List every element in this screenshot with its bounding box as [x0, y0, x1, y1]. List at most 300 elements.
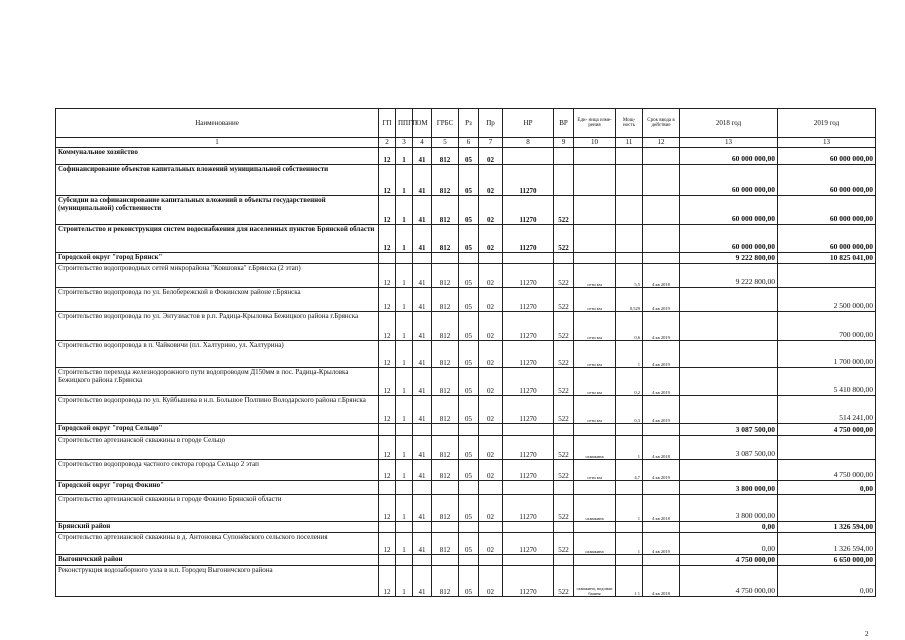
- col-header-name: Наименование: [56, 109, 379, 138]
- col-header-grbs: ГРБС: [432, 109, 459, 138]
- cell-unit: [574, 522, 616, 533]
- table-row: [56, 253, 876, 264]
- column-number: 8: [503, 138, 554, 148]
- cell-gp: 12: [379, 264, 396, 288]
- col-header-ppgp: ППГП: [396, 109, 413, 138]
- cell-capacity: 1: [616, 436, 643, 460]
- cell-rz: 05: [459, 495, 479, 522]
- cell-capacity: 1: [616, 533, 643, 555]
- cell-rz: 05: [459, 196, 479, 225]
- cell-2019: 6 650 000,00: [778, 555, 876, 566]
- col-header-rz: Рз: [459, 109, 479, 138]
- col-header-capacity: Мощ- ность: [616, 109, 643, 138]
- column-number: 4: [413, 138, 432, 148]
- cell-2018: [680, 396, 778, 424]
- cell-2019: 60 000 000,00: [778, 196, 876, 225]
- row-name: Строительство артезианской скважины в городе Сельцо: [56, 436, 379, 460]
- cell-unit: сети км: [574, 312, 616, 341]
- cell-rz: 05: [459, 368, 479, 396]
- cell-2019: 0,00: [778, 481, 876, 495]
- cell-commission-date: [643, 165, 680, 196]
- cell-unit: скважина: [574, 533, 616, 555]
- cell-2018: 0,00: [680, 522, 778, 533]
- cell-commission-date: [643, 225, 680, 253]
- cell-rz: 05: [459, 288, 479, 312]
- cell-gp: 12: [379, 196, 396, 225]
- cell-2018: 60 000 000,00: [680, 148, 778, 165]
- table-row: [56, 566, 876, 597]
- cell-ppgp: [396, 253, 413, 264]
- cell-gp: 12: [379, 341, 396, 368]
- cell-rz: 05: [459, 312, 479, 341]
- row-name: Строительство водопровода частного сектора города Сельцо 2 этап: [56, 460, 379, 481]
- cell-grbs: 812: [432, 148, 459, 165]
- cell-rz: 05: [459, 341, 479, 368]
- cell-2018: 0,00: [680, 533, 778, 555]
- cell-grbs: [432, 253, 459, 264]
- cell-vr: 522: [554, 533, 574, 555]
- cell-pr: 02: [479, 566, 503, 597]
- cell-commission-date: [643, 196, 680, 225]
- cell-2018: 60 000 000,00: [680, 196, 778, 225]
- cell-rz: 05: [459, 460, 479, 481]
- cell-gp: 12: [379, 460, 396, 481]
- cell-ppgp: [396, 424, 413, 436]
- cell-pr: 02: [479, 396, 503, 424]
- cell-vr: [554, 424, 574, 436]
- cell-commission-date: [643, 424, 680, 436]
- cell-vr: 522: [554, 495, 574, 522]
- column-number: 6: [459, 138, 479, 148]
- cell-nr: 11270: [503, 312, 554, 341]
- table-row: [56, 396, 876, 424]
- table-row: [56, 225, 876, 253]
- table-body: [56, 148, 876, 597]
- cell-grbs: 812: [432, 312, 459, 341]
- cell-om: 41: [413, 165, 432, 196]
- cell-om: 41: [413, 196, 432, 225]
- cell-pr: 02: [479, 264, 503, 288]
- table-row: [56, 436, 876, 460]
- column-number: 1: [56, 138, 379, 148]
- cell-2018: [680, 368, 778, 396]
- budget-table: [55, 108, 876, 597]
- cell-vr: 522: [554, 460, 574, 481]
- row-name: Строительство водопровода по ул. Энтузиастов в р.п. Радица-Крыловка Бежицкого района г.Брянска: [56, 312, 379, 341]
- cell-nr: 11270: [503, 165, 554, 196]
- cell-2018: 9 222 800,00: [680, 264, 778, 288]
- cell-gp: [379, 522, 396, 533]
- cell-2019: 0,00: [778, 566, 876, 597]
- cell-om: 41: [413, 312, 432, 341]
- cell-2019: 60 000 000,00: [778, 148, 876, 165]
- column-number: 7: [479, 138, 503, 148]
- table-row: [56, 555, 876, 566]
- cell-unit: [574, 253, 616, 264]
- cell-2019: 60 000 000,00: [778, 225, 876, 253]
- col-header-2018: 2018 год: [680, 109, 778, 138]
- cell-2019: [778, 264, 876, 288]
- cell-commission-date: 4 кв 2018: [643, 495, 680, 522]
- cell-2019: 700 000,00: [778, 312, 876, 341]
- page-number: 2: [865, 630, 869, 638]
- cell-nr: 11270: [503, 396, 554, 424]
- cell-pr: 02: [479, 341, 503, 368]
- cell-unit: скважина, водонап башня: [574, 566, 616, 597]
- row-name: Софинансирование объектов капитальных вложений муниципальной собственности: [56, 165, 379, 196]
- cell-nr: 11270: [503, 495, 554, 522]
- cell-rz: [459, 555, 479, 566]
- cell-ppgp: 1: [396, 341, 413, 368]
- col-header-nr: НР: [503, 109, 554, 138]
- cell-rz: 05: [459, 148, 479, 165]
- table-row: [56, 148, 876, 165]
- header-row: [56, 109, 876, 138]
- cell-grbs: [432, 424, 459, 436]
- cell-grbs: 812: [432, 368, 459, 396]
- col-header-om: ОМ: [413, 109, 432, 138]
- cell-commission-date: [643, 148, 680, 165]
- cell-pr: [479, 522, 503, 533]
- cell-grbs: 812: [432, 396, 459, 424]
- cell-commission-date: 4 кв 2019: [643, 460, 680, 481]
- cell-capacity: [616, 165, 643, 196]
- cell-gp: 12: [379, 368, 396, 396]
- cell-vr: 522: [554, 264, 574, 288]
- row-name: Субсидии на софинансирование капитальных вложений в объекты государственной (муниципальной) собственности: [56, 196, 379, 225]
- cell-2018: [680, 288, 778, 312]
- cell-om: [413, 555, 432, 566]
- cell-2018: 4 750 000,00: [680, 555, 778, 566]
- column-number: 5: [432, 138, 459, 148]
- cell-rz: 05: [459, 396, 479, 424]
- table-row: [56, 368, 876, 396]
- row-name: Реконструкция водозаборного узла в н.п. Городец Выгоничского района: [56, 566, 379, 597]
- cell-commission-date: 4 кв 2018: [643, 566, 680, 597]
- column-number: 13: [778, 138, 876, 148]
- cell-grbs: 812: [432, 196, 459, 225]
- cell-grbs: 812: [432, 165, 459, 196]
- cell-ppgp: 1: [396, 312, 413, 341]
- cell-commission-date: 4 кв 2019: [643, 288, 680, 312]
- cell-vr: [554, 148, 574, 165]
- col-header-gp: ГП: [379, 109, 396, 138]
- row-name: Городской округ "город Брянск": [56, 253, 379, 264]
- cell-nr: [503, 424, 554, 436]
- col-header-pr: Пр: [479, 109, 503, 138]
- cell-nr: 11270: [503, 368, 554, 396]
- cell-2018: 3 087 500,00: [680, 436, 778, 460]
- cell-rz: [459, 522, 479, 533]
- cell-capacity: [616, 522, 643, 533]
- cell-2018: 3 800 000,00: [680, 481, 778, 495]
- cell-grbs: 812: [432, 341, 459, 368]
- cell-gp: 12: [379, 148, 396, 165]
- cell-om: [413, 253, 432, 264]
- cell-nr: [503, 253, 554, 264]
- cell-ppgp: 1: [396, 225, 413, 253]
- cell-ppgp: 1: [396, 148, 413, 165]
- cell-ppgp: 1: [396, 288, 413, 312]
- row-name: Строительство водопровода по ул. Белобережской в Фокинском районе г.Брянска: [56, 288, 379, 312]
- cell-nr: 11270: [503, 264, 554, 288]
- cell-ppgp: 1: [396, 196, 413, 225]
- cell-ppgp: [396, 481, 413, 495]
- cell-vr: 522: [554, 225, 574, 253]
- cell-2018: [680, 312, 778, 341]
- row-name: Коммунальное хозяйство: [56, 148, 379, 165]
- cell-capacity: [616, 424, 643, 436]
- cell-unit: [574, 148, 616, 165]
- cell-grbs: [432, 481, 459, 495]
- cell-rz: 05: [459, 165, 479, 196]
- cell-2019: 60 000 000,00: [778, 165, 876, 196]
- cell-pr: 02: [479, 533, 503, 555]
- cell-om: 41: [413, 396, 432, 424]
- cell-grbs: 812: [432, 566, 459, 597]
- cell-ppgp: 1: [396, 264, 413, 288]
- cell-ppgp: 1: [396, 396, 413, 424]
- cell-gp: 12: [379, 533, 396, 555]
- cell-vr: 522: [554, 341, 574, 368]
- cell-commission-date: 4 кв 2019: [643, 312, 680, 341]
- cell-ppgp: 1: [396, 165, 413, 196]
- cell-pr: 02: [479, 196, 503, 225]
- column-number: 12: [643, 138, 680, 148]
- cell-vr: 522: [554, 368, 574, 396]
- cell-gp: 12: [379, 495, 396, 522]
- cell-gp: [379, 555, 396, 566]
- cell-grbs: 812: [432, 460, 459, 481]
- cell-2019: [778, 495, 876, 522]
- cell-om: [413, 481, 432, 495]
- cell-pr: 02: [479, 225, 503, 253]
- cell-ppgp: [396, 555, 413, 566]
- cell-2019: 2 500 000,00: [778, 288, 876, 312]
- cell-2019: [778, 436, 876, 460]
- table-row: [56, 460, 876, 481]
- table-row: [56, 341, 876, 368]
- cell-grbs: 812: [432, 225, 459, 253]
- cell-rz: [459, 424, 479, 436]
- cell-unit: сети км: [574, 264, 616, 288]
- cell-nr: [503, 481, 554, 495]
- cell-grbs: [432, 555, 459, 566]
- cell-unit: скважина: [574, 495, 616, 522]
- cell-commission-date: 4 кв 2018: [643, 264, 680, 288]
- cell-ppgp: 1: [396, 460, 413, 481]
- cell-unit: [574, 555, 616, 566]
- cell-pr: [479, 253, 503, 264]
- col-header-vr: ВР: [554, 109, 574, 138]
- cell-capacity: [616, 253, 643, 264]
- cell-rz: 05: [459, 533, 479, 555]
- cell-rz: 05: [459, 566, 479, 597]
- cell-gp: 12: [379, 225, 396, 253]
- row-name: Строительство артезианской скважины в д. Антоновка Супонёвского сельского поселения: [56, 533, 379, 555]
- cell-2019: 10 825 041,00: [778, 253, 876, 264]
- cell-rz: 05: [459, 264, 479, 288]
- cell-om: 41: [413, 341, 432, 368]
- cell-commission-date: 4 кв 2019: [643, 368, 680, 396]
- cell-nr: 11270: [503, 196, 554, 225]
- column-number: 11: [616, 138, 643, 148]
- cell-pr: 02: [479, 288, 503, 312]
- cell-2018: 60 000 000,00: [680, 165, 778, 196]
- row-name: Городской округ "город Фокино": [56, 481, 379, 495]
- cell-vr: [554, 253, 574, 264]
- cell-grbs: 812: [432, 533, 459, 555]
- column-number: 10: [574, 138, 616, 148]
- row-name: Строительство водопровода в п. Чайковичи (пл. Халтурино, ул. Халтурина): [56, 341, 379, 368]
- cell-gp: 12: [379, 566, 396, 597]
- cell-unit: [574, 225, 616, 253]
- cell-commission-date: 4 кв 2019: [643, 533, 680, 555]
- cell-om: 41: [413, 148, 432, 165]
- cell-gp: 12: [379, 396, 396, 424]
- row-name: Строительство водопроводных сетей микрорайона "Ковшовка" г.Брянска (2 этап): [56, 264, 379, 288]
- cell-nr: 11270: [503, 436, 554, 460]
- cell-unit: [574, 481, 616, 495]
- cell-2019: 1 700 000,00: [778, 341, 876, 368]
- cell-pr: 02: [479, 460, 503, 481]
- cell-nr: 11270: [503, 460, 554, 481]
- cell-nr: 11270: [503, 533, 554, 555]
- cell-2018: 3 087 500,00: [680, 424, 778, 436]
- cell-nr: 11270: [503, 225, 554, 253]
- cell-vr: 522: [554, 396, 574, 424]
- cell-capacity: [616, 148, 643, 165]
- cell-vr: 522: [554, 566, 574, 597]
- cell-om: 41: [413, 436, 432, 460]
- cell-capacity: [616, 225, 643, 253]
- cell-capacity: 5,5: [616, 264, 643, 288]
- row-name: Строительство перехода железнодорожного пути водопроводом Д150мм в пос. Радица-Крыловка Бежицкого района г.Брянска: [56, 368, 379, 396]
- cell-nr: [503, 522, 554, 533]
- column-number: 3: [396, 138, 413, 148]
- cell-ppgp: 1: [396, 495, 413, 522]
- cell-unit: сети км: [574, 368, 616, 396]
- cell-grbs: 812: [432, 495, 459, 522]
- cell-vr: [554, 555, 574, 566]
- cell-grbs: 812: [432, 264, 459, 288]
- col-header-unit: Еди- ница изме- рения: [574, 109, 616, 138]
- cell-gp: [379, 424, 396, 436]
- cell-gp: [379, 253, 396, 264]
- cell-grbs: 812: [432, 436, 459, 460]
- row-name: Городской округ "город Сельцо": [56, 424, 379, 436]
- cell-commission-date: 4 кв 2018: [643, 436, 680, 460]
- cell-om: [413, 424, 432, 436]
- cell-nr: 11270: [503, 288, 554, 312]
- column-number-row: [56, 138, 876, 148]
- cell-capacity: 0,3: [616, 396, 643, 424]
- cell-capacity: [616, 555, 643, 566]
- cell-2018: 3 800 000,00: [680, 495, 778, 522]
- cell-2018: 60 000 000,00: [680, 225, 778, 253]
- cell-om: [413, 522, 432, 533]
- col-header-commission-date: Срок ввода в действие: [643, 109, 680, 138]
- cell-om: 41: [413, 495, 432, 522]
- cell-capacity: 0,2: [616, 368, 643, 396]
- cell-pr: 02: [479, 165, 503, 196]
- cell-pr: 02: [479, 436, 503, 460]
- cell-vr: 522: [554, 288, 574, 312]
- row-name: Строительство и реконструкция систем водоснабжения для населенных пунктов Брянской области: [56, 225, 379, 253]
- cell-capacity: 1 1: [616, 566, 643, 597]
- table-row: [56, 533, 876, 555]
- cell-2018: [680, 460, 778, 481]
- column-number: 13: [680, 138, 778, 148]
- cell-2018: 9 222 800,00: [680, 253, 778, 264]
- cell-ppgp: [396, 522, 413, 533]
- cell-om: 41: [413, 566, 432, 597]
- cell-unit: [574, 165, 616, 196]
- cell-vr: 522: [554, 312, 574, 341]
- table-row: [56, 165, 876, 196]
- cell-vr: 522: [554, 196, 574, 225]
- cell-vr: 522: [554, 436, 574, 460]
- cell-ppgp: 1: [396, 436, 413, 460]
- column-number: 9: [554, 138, 574, 148]
- cell-unit: сети км: [574, 396, 616, 424]
- row-name: Строительство водопровода по ул. Куйбышева в н.п. Большое Полпино Володарского района г.Брянска: [56, 396, 379, 424]
- cell-om: 41: [413, 368, 432, 396]
- cell-commission-date: 4 кв 2019: [643, 396, 680, 424]
- cell-2019: 4 750 000,00: [778, 424, 876, 436]
- cell-2019: 4 750 000,00: [778, 460, 876, 481]
- cell-2019: 514 241,00: [778, 396, 876, 424]
- table-row: [56, 495, 876, 522]
- cell-capacity: 1: [616, 495, 643, 522]
- cell-nr: 11270: [503, 341, 554, 368]
- cell-om: 41: [413, 288, 432, 312]
- cell-rz: [459, 253, 479, 264]
- cell-rz: [459, 481, 479, 495]
- cell-vr: [554, 522, 574, 533]
- cell-capacity: 1: [616, 341, 643, 368]
- cell-om: 41: [413, 264, 432, 288]
- cell-capacity: 0,6: [616, 312, 643, 341]
- cell-om: 41: [413, 533, 432, 555]
- cell-rz: 05: [459, 436, 479, 460]
- cell-nr: [503, 555, 554, 566]
- cell-ppgp: 1: [396, 566, 413, 597]
- cell-unit: сети км: [574, 288, 616, 312]
- cell-nr: [503, 148, 554, 165]
- cell-capacity: [616, 196, 643, 225]
- cell-pr: 02: [479, 148, 503, 165]
- cell-rz: 05: [459, 225, 479, 253]
- cell-pr: 02: [479, 312, 503, 341]
- table-row: [56, 312, 876, 341]
- cell-pr: [479, 424, 503, 436]
- row-name: Брянский район: [56, 522, 379, 533]
- cell-commission-date: [643, 253, 680, 264]
- cell-2018: 4 750 000,00: [680, 566, 778, 597]
- cell-ppgp: 1: [396, 533, 413, 555]
- cell-2018: [680, 341, 778, 368]
- cell-capacity: 0,529: [616, 288, 643, 312]
- cell-commission-date: [643, 522, 680, 533]
- cell-2019: 5 410 800,00: [778, 368, 876, 396]
- table-row: [56, 288, 876, 312]
- cell-om: 41: [413, 225, 432, 253]
- cell-pr: [479, 555, 503, 566]
- cell-grbs: [432, 522, 459, 533]
- cell-commission-date: [643, 481, 680, 495]
- row-name: Строительство артезианской скважины в городе Фокино Брянской области: [56, 495, 379, 522]
